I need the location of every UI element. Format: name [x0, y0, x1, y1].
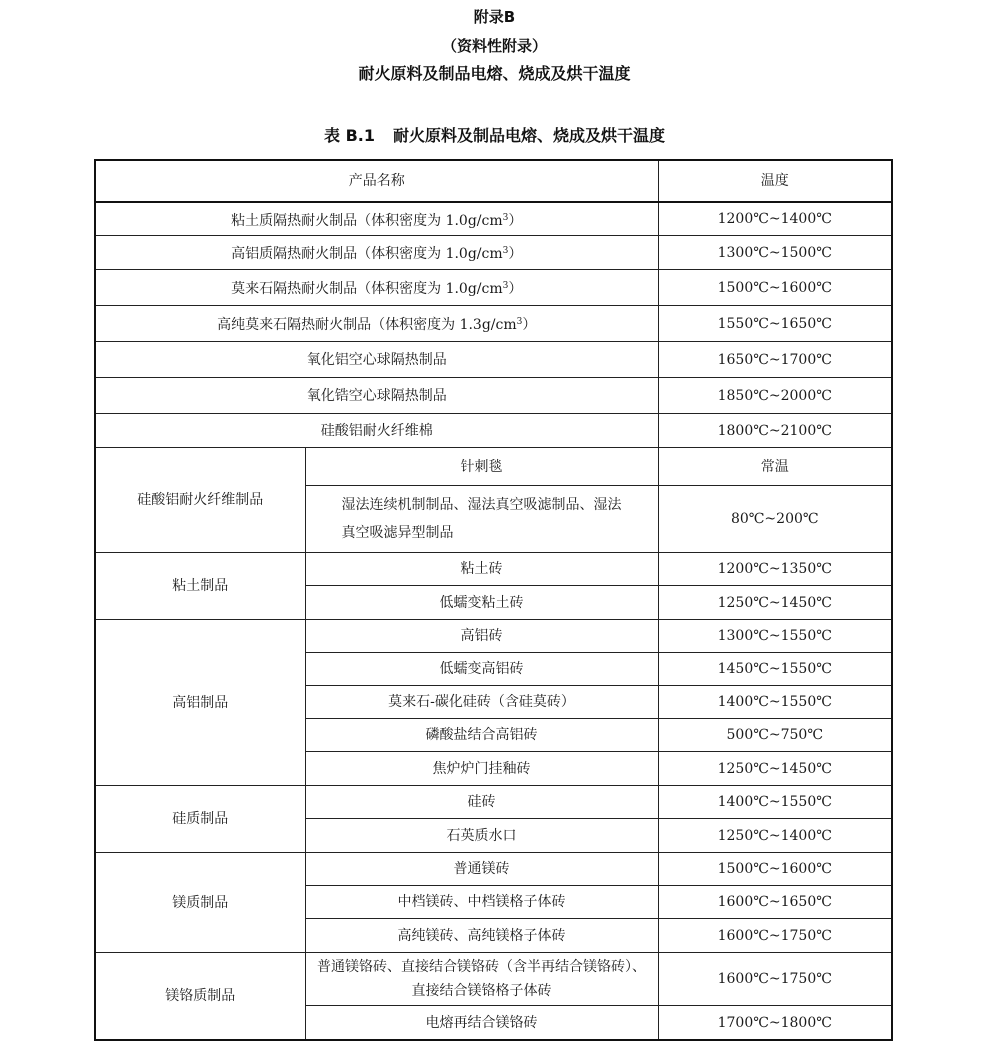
product-name-cell: 高铝质隔热耐火制品（体积密度为 $1.0g/cm^3$）	[95, 236, 658, 270]
temperature-cell: 1600℃~1750℃	[658, 953, 892, 1006]
temperature-cell: 1250℃~1400℃	[658, 819, 892, 853]
table-row	[95, 414, 892, 448]
table-caption-title: 耐火原料及制品电熔、烧成及烘干温度	[392, 126, 665, 145]
temperature-cell: 1200℃~1350℃	[658, 553, 892, 586]
product-name-cell: 氧化锆空心球隔热制品	[95, 378, 658, 414]
product-name-cell: 粘土质隔热耐火制品（体积密度为 $1.0g/cm^3$）	[95, 202, 658, 236]
table-row	[95, 202, 892, 236]
product-name-cell: 高铝砖	[305, 620, 658, 653]
temperature-cell: 1800℃~2100℃	[658, 414, 892, 448]
product-name-cell: 普通镁铬砖、直接结合镁铬砖（含半再结合镁铬砖）、 直接结合镁铬格子体砖	[305, 953, 658, 1006]
appendix-label: 附录B	[473, 8, 516, 26]
category-cell: 粘土制品	[95, 553, 305, 620]
product-name-cell: 磷酸盐结合高铝砖	[305, 719, 658, 752]
table-row	[95, 553, 892, 586]
product-name-cell: 低蠕变高铝砖	[305, 653, 658, 686]
category-cell: 硅酸铝耐火纤维制品	[95, 448, 305, 553]
table-row	[95, 270, 892, 306]
product-name-cell: 中档镁砖、中档镁格子体砖	[305, 886, 658, 919]
table-caption	[0, 123, 989, 146]
product-name-cell: 针刺毯	[305, 448, 658, 486]
product-name-cell: 电熔再结合镁铬砖	[305, 1006, 658, 1041]
product-name-cell: 粘土砖	[305, 553, 658, 586]
table-row	[95, 378, 892, 414]
temperature-cell: 1850℃~2000℃	[658, 378, 892, 414]
table-row	[95, 342, 892, 378]
table-row	[95, 853, 892, 886]
temperature-cell: 1250℃~1450℃	[658, 752, 892, 786]
product-name-cell: 焦炉炉门挂釉砖	[305, 752, 658, 786]
temperature-cell: 常温	[658, 448, 892, 486]
product-name-cell: 高纯莫来石隔热耐火制品（体积密度为 $1.3g/cm^3$）	[95, 306, 658, 342]
temperature-cell: 1300℃~1550℃	[658, 620, 892, 653]
table-row	[95, 953, 892, 1006]
table-row	[95, 306, 892, 342]
product-name-cell: 湿法连续机制制品、湿法真空吸滤制品、湿法 真空吸滤异型制品	[305, 486, 658, 553]
table-row	[95, 786, 892, 819]
appendix-title: 耐火原料及制品电熔、烧成及烘干温度	[358, 64, 631, 83]
temperature-cell: 1450℃~1550℃	[658, 653, 892, 686]
temperature-cell: 1600℃~1750℃	[658, 919, 892, 953]
category-cell: 硅质制品	[95, 786, 305, 853]
temperature-cell: 1600℃~1650℃	[658, 886, 892, 919]
appendix-type: （资料性附录）	[441, 37, 547, 55]
temperature-cell: 500℃~750℃	[658, 719, 892, 752]
product-name-cell: 莫来石隔热耐火制品（体积密度为 $1.0g/cm^3$）	[95, 270, 658, 306]
temperature-cell: 1400℃~1550℃	[658, 786, 892, 819]
table-row	[95, 448, 892, 486]
temperature-table	[94, 159, 893, 1041]
table-row	[95, 236, 892, 270]
temperature-cell: 1550℃~1650℃	[658, 306, 892, 342]
product-name-cell: 石英质水口	[305, 819, 658, 853]
category-cell: 高铝制品	[95, 620, 305, 786]
header-product-name: 产品名称	[95, 160, 658, 202]
table-caption-number: 表 B.1	[324, 126, 375, 145]
temperature-cell: 1500℃~1600℃	[658, 853, 892, 886]
product-name-cell: 硅酸铝耐火纤维棉	[95, 414, 658, 448]
temperature-cell: 1650℃~1700℃	[658, 342, 892, 378]
product-name-cell: 高纯镁砖、高纯镁格子体砖	[305, 919, 658, 953]
product-name-cell: 普通镁砖	[305, 853, 658, 886]
table-row	[95, 620, 892, 653]
product-name-cell: 氧化铝空心球隔热制品	[95, 342, 658, 378]
temperature-cell: 1700℃~1800℃	[658, 1006, 892, 1041]
temperature-cell: 1200℃~1400℃	[658, 202, 892, 236]
temperature-cell: 80℃~200℃	[658, 486, 892, 553]
header-temperature: 温度	[658, 160, 892, 202]
category-cell: 镁质制品	[95, 853, 305, 953]
temperature-cell: 1250℃~1450℃	[658, 586, 892, 620]
temperature-cell: 1400℃~1550℃	[658, 686, 892, 719]
product-name-cell: 低蠕变粘土砖	[305, 586, 658, 620]
product-name-cell: 硅砖	[305, 786, 658, 819]
temperature-cell: 1500℃~1600℃	[658, 270, 892, 306]
temperature-cell: 1300℃~1500℃	[658, 236, 892, 270]
product-name-cell: 莫来石-碳化硅砖（含硅莫砖）	[305, 686, 658, 719]
category-cell: 镁铬质制品	[95, 953, 305, 1041]
table-header-row	[95, 160, 892, 202]
